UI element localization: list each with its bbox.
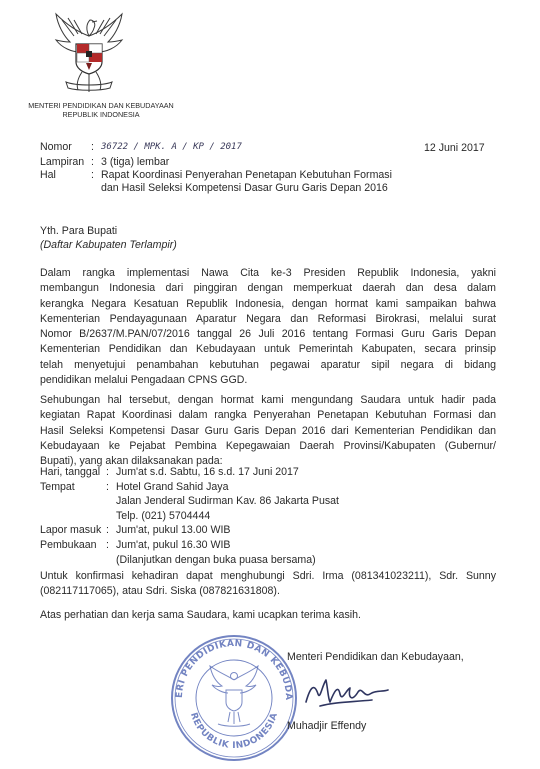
event-schedule	[40, 465, 480, 567]
colon: :	[91, 141, 94, 153]
garuda-pancasila-icon	[48, 6, 130, 94]
paragraph-contact	[40, 569, 496, 600]
colon: :	[106, 524, 109, 537]
hal-value-line2: dan Hasil Seleksi Kompetensi Dasar Guru Garis Depan 2016	[101, 182, 388, 194]
paragraph-line: Kebudayaan ke Pejabat Pembina Kepegawaian Daerah Provinsi/Kabupaten (Gubernur/	[40, 439, 496, 452]
letter-date: 12 Juni 2017	[424, 142, 485, 154]
hal-label: Hal	[40, 169, 56, 181]
signatory-title: Menteri Pendidikan dan Kebudayaan,	[287, 651, 464, 663]
tempat-value-line3: Telp. (021) 5704444	[116, 509, 211, 522]
lampiran-label: Lampiran	[40, 156, 85, 168]
nomor-value: 36722 / MPK. A / KP / 2017	[101, 142, 242, 152]
paragraph-line: kerangka Negara Kesatuan Republik Indonesia, dengan hormat kami sampaikan bahwa	[40, 297, 496, 310]
lampiran-value: 3 (tiga) lembar	[101, 156, 170, 168]
paragraph-line: Dalam rangka implementasi Nawa Cita ke-3 Presiden Republik Indonesia, yakni	[40, 267, 496, 279]
tempat-value-line2: Jalan Jenderal Sudirman Kav. 86 Jakarta Pusat	[116, 495, 339, 508]
ministry-header	[16, 101, 186, 119]
pembukaan-label: Pembukaan	[40, 538, 97, 551]
paragraph-invitation	[40, 393, 496, 469]
signature-icon	[300, 668, 400, 714]
closing-sentence: Atas perhatian dan kerja sama Saudara, kami ucapkan terima kasih.	[40, 609, 361, 621]
garuda-emblem	[48, 6, 130, 94]
paragraph-line: Kementerian Pendayagunaan Aparatur Negara dan Reformasi Birokrasi, melalui surat	[40, 312, 496, 325]
tempat-value-line1: Hotel Grand Sahid Jaya	[116, 480, 229, 493]
handwritten-signature	[300, 668, 400, 714]
nomor-label: Nomor	[40, 141, 72, 153]
lapor-label: Lapor masuk	[40, 524, 102, 537]
colon: :	[106, 538, 109, 551]
paragraph-line: Bupati), yang akan dilaksanakan pada:	[40, 455, 223, 468]
ministry-name: MENTERI PENDIDIKAN DAN KEBUDAYAAN	[28, 101, 174, 110]
pembukaan-note: (Dilanjutkan dengan buka puasa bersama)	[116, 553, 316, 566]
paragraph-line: membangun Indonesia dari pinggiran dengan memperkuat daerah dan desa dalam	[40, 282, 496, 295]
hari-value: Jum'at s.d. Sabtu, 16 s.d. 17 Juni 2017	[116, 466, 299, 478]
paragraph-line: kegiatan Rapat Koordinasi dalam rangka Penyerahan Penetapan Kebutuhan Formasi dan	[40, 409, 496, 422]
paragraph-line: Untuk konfirmasi kehadiran dapat menghubungi Sdri. Irma (081341023211), Sdr. Sunny	[40, 570, 496, 582]
colon: :	[106, 466, 109, 478]
paragraph-line: Sehubungan hal tersebut, dengan hormat kami mengundang Saudara untuk hadir pada	[40, 394, 496, 406]
paragraph-line: Hasil Seleksi Kompetensi Dasar Guru Garis Depan 2016 dari Kementerian Pendidikan dan	[40, 424, 496, 437]
colon: :	[91, 156, 94, 168]
lapor-value: Jum'at, pukul 13.00 WIB	[116, 524, 231, 537]
tempat-label: Tempat	[40, 480, 75, 493]
ministry-republic: REPUBLIK INDONESIA	[62, 110, 140, 119]
recipient-list-note: (Daftar Kabupaten Terlampir)	[40, 239, 177, 251]
recipient-title: Yth. Para Bupati	[40, 225, 118, 237]
ministry-stamp-icon	[168, 632, 300, 764]
official-stamp	[168, 632, 300, 764]
pembukaan-value: Jum'at, pukul 16.30 WIB	[116, 538, 231, 551]
paragraph-line: telah menyetujui penambahan kebutuhan pegawai aparatur sipil negara di bidang	[40, 358, 496, 371]
hari-label: Hari, tanggal	[40, 466, 101, 478]
paragraph-line: Kementerian Pendidikan dan Kebudayaan untuk Pemerintah Kabupaten, secara prinsip	[40, 343, 496, 356]
recipient	[40, 224, 177, 252]
stamp-text-top: ERI PENDIDIKAN DAN KEBUDA	[174, 638, 294, 700]
paragraph-line: pendidikan melalui Pengadaan CPNS GGD.	[40, 374, 248, 387]
hal-value-line1: Rapat Koordinasi Penyerahan Penetapan Kebutuhan Formasi	[101, 169, 392, 181]
stamp-text-bottom: REPUBLIK INDONESIA	[188, 711, 280, 752]
colon: :	[91, 169, 94, 181]
colon: :	[106, 480, 109, 493]
paragraph-line: Nomor B/2637/M.PAN/07/2016 tanggal 26 Juli 2016 tentang Formasi Guru Garis Depan	[40, 328, 496, 341]
paragraph-intro	[40, 266, 496, 388]
signatory-name: Muhadjir Effendy	[287, 720, 367, 732]
paragraph-line: (082117117065), atau Sdri. Siska (087821631808).	[40, 585, 280, 598]
